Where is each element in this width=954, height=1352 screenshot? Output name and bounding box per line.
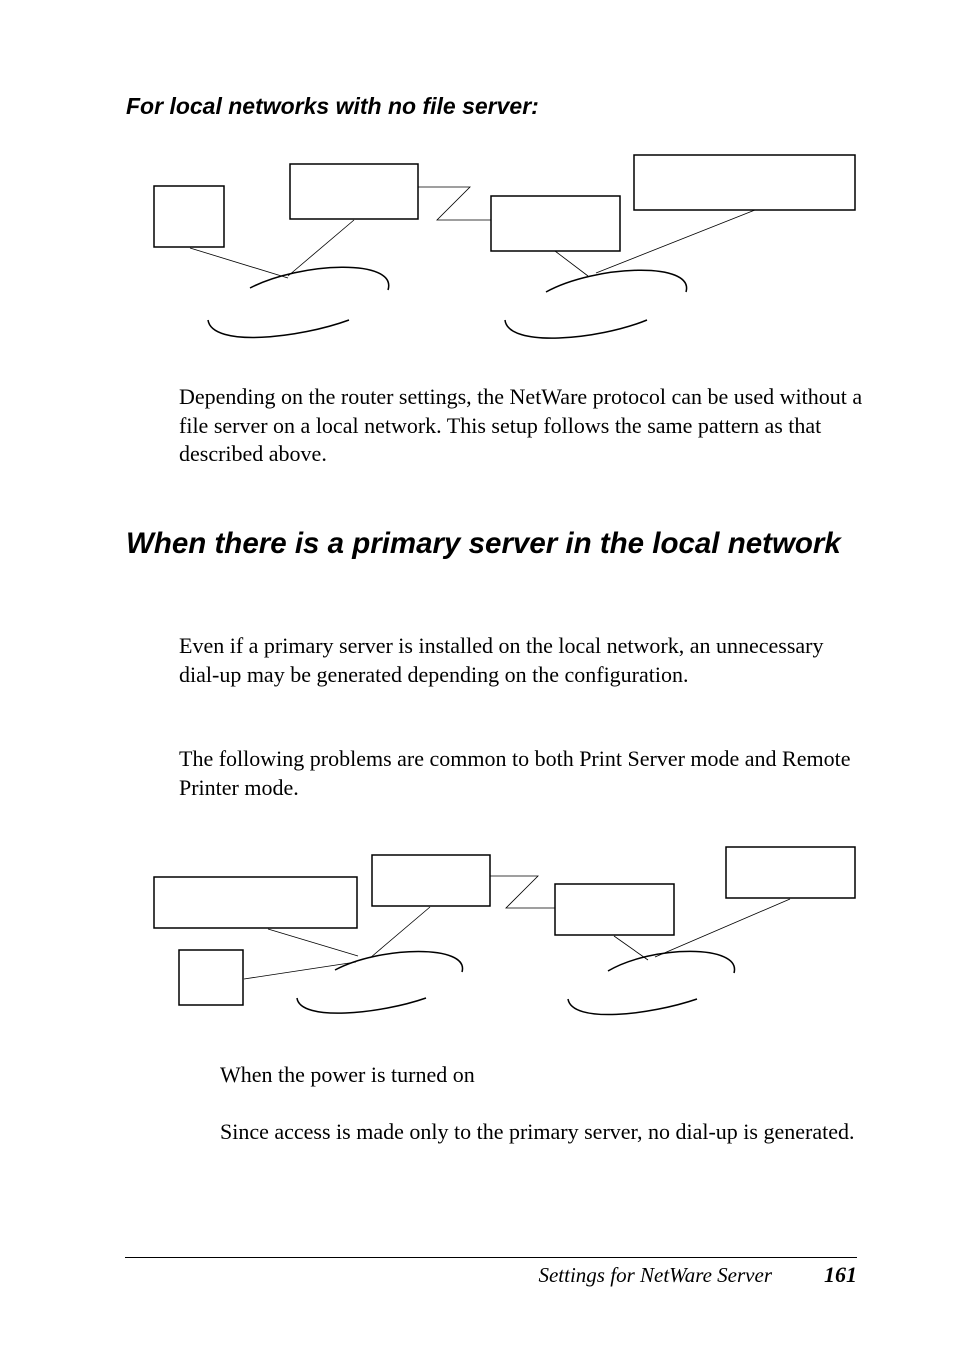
node-box [179,950,243,1005]
paragraph-router-settings: Depending on the router settings, the NetWare protocol can be used without a file server on a local network. This setup follows the same pattern as that described above. [179,384,863,466]
network-segment [608,951,735,973]
node-box [154,877,357,928]
paragraph-common-problems: The following problems are common to both Print Server mode and Remote Printer mode. [179,746,851,800]
network-segment [208,320,349,337]
network-segment [546,270,687,292]
paragraph-primary-server: Even if a primary server is installed on the local network, an unnecessary dial-up may be generated depending on the configuration. [179,633,824,687]
node-box [154,186,224,247]
network-segment [568,999,697,1015]
page-number: 161 [824,1262,857,1287]
network-diagram-primary-server [0,840,954,1030]
item-body: Since access is made only to the primary server, no dial-up is generated. [220,1119,855,1144]
network-segment [250,267,389,290]
footer-section-title: Settings for NetWare Server [538,1263,772,1287]
footer-rule [125,1257,857,1258]
subheading: For local networks with no file server: [126,93,539,119]
node-box [372,855,490,906]
node-box [634,155,855,210]
section-heading: When there is a primary server in the local network [126,527,841,560]
network-segment [505,320,647,338]
node-box [290,164,418,219]
network-segment [297,998,426,1013]
node-box [555,884,674,935]
wan-link [490,876,555,908]
network-diagram-no-file-server [0,150,954,350]
node-box [726,847,855,898]
wan-link [418,187,491,220]
item-title: When the power is turned on [220,1062,475,1087]
node-box [491,196,620,251]
